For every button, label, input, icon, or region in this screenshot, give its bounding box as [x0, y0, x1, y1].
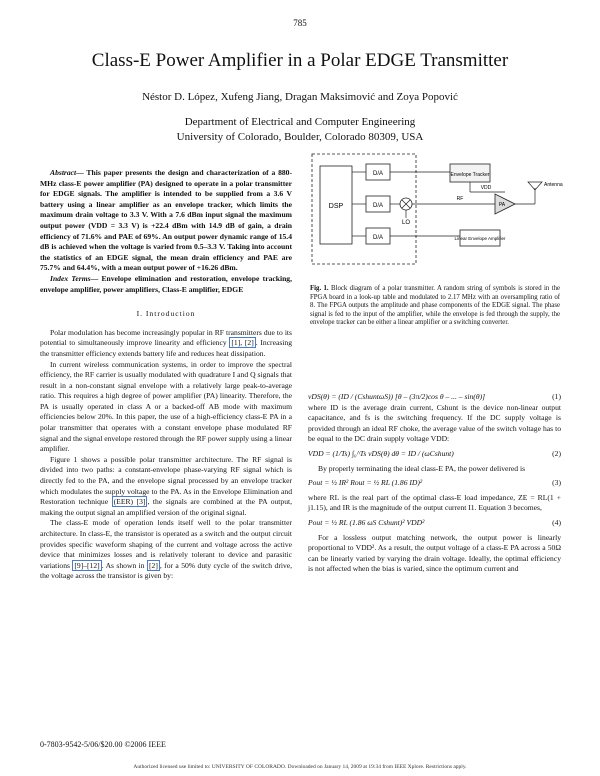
intro-paragraph-4: [40, 518, 292, 582]
figure-1: [310, 152, 563, 334]
abstract-text: — This paper presents the design and characterization of a 880-MHz class-E power amplifier (PA) designed to operate in a polar transmitter for EDGE signals. The amplifier is intended to be supplied from a 3.6 V battery using a linear amplifier as an envelope tracker, which limits the maximum drain voltage to 3.3 V. With a 7.6 dBm input signal the maximum output power (VDD = 3.3 V) is +22.4 dBm with 14.9 dB of gain, a drain efficiency of 71.6% and PAE of 69%. An output power dynamic range of 15.4 dB is achieved when the voltage is varied from 0.5–3.3 V. Taking into account the statistics of an EDGE signal, the mean drain efficiency and PAE are 75.7% and 64.4%, with a mean output power of +16.26 dBm.: [40, 168, 292, 273]
index-terms-label: Index Terms: [50, 273, 91, 283]
equation-2-number: (2): [552, 448, 561, 458]
equation-3: [308, 478, 561, 489]
p4-text: The class-E mode of operation lends itself well to the polar transmitter architecture. In class-E, the transistor is operated as a switch and the output circuit provides specific waveform shaping of the current and voltage across the active device that minimizes losses and is relatively tolerant to device and parasitic variations: [40, 518, 292, 570]
equation-4-body: Pout = ½ RL (1.86 ωS Cshunt)² VDD²: [308, 517, 425, 527]
affiliation: [0, 115, 600, 145]
figure-caption-text: Block diagram of a polar transmitter. A random string of symbols is stored in the FPGA board in a look-up table and modulated to 2.17 MHz with an oversampling ratio of 8. The FPGA outputs the amplitude and phase components of the EDGE signal. The phase signal is fed to the input of the amplifier, while the envelope is fed through the supply, the envelope tracker can be either a linear amplifier or a switching converter.: [310, 285, 561, 327]
citation-link[interactable]: [2]: [149, 560, 158, 570]
equation-4-number: (4): [552, 517, 561, 527]
department: Department of Electrical and Computer Engineering: [184, 116, 416, 128]
paper-title: Class-E Power Amplifier in a Polar EDGE Transmitter: [91, 50, 509, 71]
pa-label: PA: [498, 202, 506, 208]
page-number: 785: [293, 18, 307, 28]
envelope-tracker-label: Envelope Tracker: [450, 172, 490, 178]
abstract: [40, 168, 292, 274]
right-paragraph-2: By properly terminating the ideal class-E PA, the power delivered is: [318, 463, 526, 473]
supply-label: VDD: [480, 185, 492, 191]
citation-link[interactable]: [1], [2]: [231, 338, 254, 348]
equation-1: [308, 392, 561, 403]
index-terms: [40, 274, 292, 295]
equation-3-body: Pout = ½ IR² Rout = ½ RL (1.86 ID)²: [308, 478, 423, 488]
left-column: [40, 168, 292, 582]
index-terms-text: — Envelope elimination and restoration, envelope tracking, envelope amplifier, power amplifiers, Class-E amplifier, EDGE: [40, 273, 292, 294]
intro-paragraph-3: [40, 455, 292, 519]
citation-link[interactable]: (EER) [3]: [113, 497, 146, 507]
equation-4: [308, 518, 561, 529]
figure-caption-label: Fig. 1.: [310, 285, 329, 292]
equation-1-number: (1): [552, 392, 561, 401]
authorized-use-notice: Authorized licensed use limited to: UNIVERSITY OF COLORADO. Downloaded on January 14, 2009 at 19:34 from IEEE Xplore. Restrictions apply.: [133, 764, 467, 770]
equation-2-body: VDD = (1/Ts) ∫₀^Ts vDS(θ) dθ = ID / (ωCshunt): [308, 448, 454, 458]
authors: Néstor D. López, Xufeng Jiang, Dragan Maksimović and Zoya Popović: [142, 91, 458, 103]
block-diagram: [310, 152, 563, 280]
dac1-label: D/A: [372, 171, 384, 177]
right-column: [308, 392, 561, 575]
dsp-label: DSP: [328, 203, 344, 210]
intro-paragraph-1: [40, 328, 292, 360]
p1-text: Polar modulation has become increasingly popular in RF transmitters due to its potential to simultaneously improve linearity and efficiency: [40, 327, 292, 348]
section-heading: I. Introduction: [136, 309, 196, 319]
abstract-label: Abstract: [50, 168, 77, 177]
p4-text-end: , for a 50% duty cycle of the switch drive, the voltage across the transistor is given by:: [40, 560, 293, 581]
p3-text: Figure 1 shows a possible polar transmitter architecture. The RF signal is divided into two paths: a constant-envelope phase-varying RF signal which is directly fed to the PA, and the envelope signal processed by an envelope tracker which modulates the supply voltage to the PA. As in the Envelope Elimination and Restoration technique: [40, 454, 292, 507]
right-paragraph-3: where RL is the real part of the optimal class-E load impedance, ZE = RL(1 + j1.15), and IR is the magnitude of the output current I1. Equation 3 becomes,: [308, 492, 561, 513]
lo-label: LO: [401, 220, 411, 226]
p3-text-end: , the signals are combined at the PA output, making the output signal an amplified version of the original signal.: [40, 497, 293, 517]
right-paragraph-1: where ID is the average drain current, Cshunt is the device non-linear output capacitance, and fs is the switching frequency. If the DC supply voltage is provided through an ideal RF choke, the average value of the switch voltage has to be equal to the DC drain supply voltage VDD:: [308, 402, 561, 444]
p1-text-end: . Increasing the transmitter efficiency extends battery life and reduces heat dissipation.: [40, 338, 292, 358]
intro-paragraph-2: In current wireless communication systems, in order to improve the spectral efficiency, the RF carrier is usually modulated with quadrature I and Q signals that result in a non-constant signal envelope with a relatively large peak-to-average ratio. This requires a high degree of power amplifier (PA) linearity. Therefore, the PA is usually operated in class A or a backed-off AB mode with maximum efficiencies below 20%. In this paper, the use of a high-efficiency class-E PA in a polar transmitter that operates with a constant envelope phase modulated RF signal and the signal envelope restored through the RF power supply using a linear amplifier.: [40, 359, 292, 454]
university: University of Colorado, Boulder, Colorado 80309, USA: [176, 131, 424, 143]
citation-link[interactable]: [9]–[12]: [74, 560, 100, 570]
right-paragraph-4: For a lossless output matching network, the output power is linearly proportional to VDD². As a result, the output voltage of a class-E PA across a 50Ω can be linearly varied by varying the drain voltage. Ideally, the optimal efficiency is not affected when the bias is varied, since the optimum current and: [308, 532, 561, 574]
equation-2: [308, 449, 561, 460]
copyright-footer: 0-7803-9542-5/06/$20.00 ©2006 IEEE: [40, 740, 166, 749]
dac3-label: D/A: [372, 235, 384, 241]
linear-amp-label: Linear Envelope Amplifier: [454, 236, 506, 241]
p4-text-mid: . As shown in: [101, 560, 145, 570]
dac2-label: D/A: [372, 203, 384, 209]
antenna-label: Antenna: [544, 182, 563, 188]
rf-label: RF: [456, 196, 464, 202]
equation-1-body: vDS(θ) = (ID / (CshuntωS)) [θ – (3π/2)cos θ – ... – sin(θ)]: [308, 392, 486, 401]
figure-caption: [310, 285, 560, 328]
equation-3-number: (3): [552, 478, 561, 488]
